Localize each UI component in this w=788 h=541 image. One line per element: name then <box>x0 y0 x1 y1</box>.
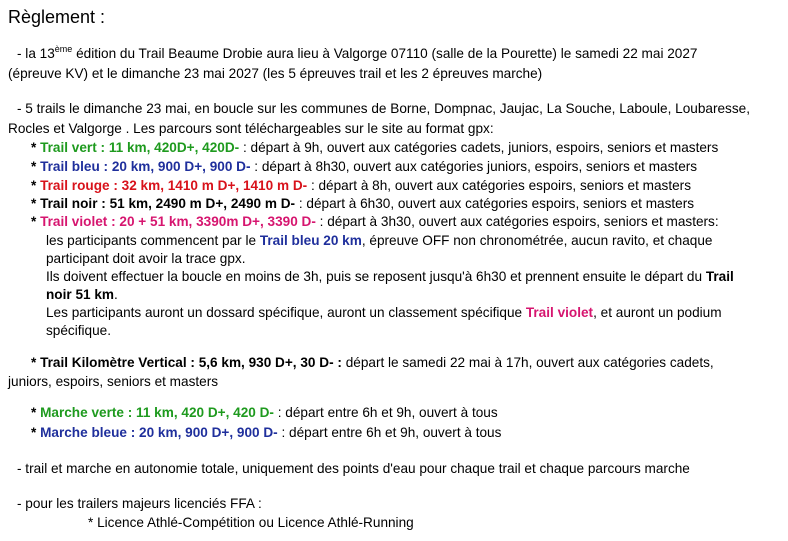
violet-text: Les participants auront un dossard spécifique, auront un classement spécifique <box>46 305 526 320</box>
trail-name-kv: * Trail Kilomètre Vertical : 5,6 km, 930 D+, 30 D- : <box>31 355 342 370</box>
violet-text: . <box>114 287 118 302</box>
trail-details-bleu: : départ à 8h30, ouvert aux catégories juniors, espoirs, seniors et masters <box>250 159 698 174</box>
violet-text: les participants commencent par le <box>46 233 260 248</box>
bullet-star: * <box>31 405 41 420</box>
trail-kv-line-2: juniors, espoirs, seniors et masters <box>8 374 219 389</box>
trail-name-violet: Trail violet : 20 + 51 km, 3390m D+, 3390 D- <box>40 214 316 229</box>
edition-superscript: ème <box>54 44 73 54</box>
edition-text-b: édition du Trail Beaume Drobie aura lieu à Valgorge 07110 (salle de la Pourette) le samedi 22 mai 2027 <box>72 46 698 61</box>
violet-detail-line-5 <box>46 305 722 321</box>
violet-detail-line-2: participant doit avoir la trace gpx. <box>46 251 246 266</box>
page-title: Règlement : <box>8 7 106 27</box>
trail-name-bleu: Trail bleu : 20 km, 900 D+, 900 D- <box>40 159 251 174</box>
violet-detail-line-6: spécifique. <box>46 323 111 338</box>
marche-item-bleue <box>31 425 501 441</box>
licence-types-line: * Licence Athlé-Compétition ou Licence Athlé-Running <box>88 515 414 530</box>
trail-item-kv <box>31 355 714 371</box>
marche-details-verte: : départ entre 6h et 9h, ouvert à tous <box>273 405 498 420</box>
trail-noir-reference: Trail <box>705 269 734 284</box>
marche-name-bleue: Marche bleue : 20 km, 900 D+, 900 D- <box>40 425 278 440</box>
trails-intro-line-2: Rocles et Valgorge . Les parcours sont téléchargeables sur le site au format gpx: <box>8 121 494 136</box>
marche-item-verte <box>31 405 498 421</box>
trail-item-rouge <box>31 178 691 194</box>
bullet-star: * <box>31 178 41 193</box>
trail-details-violet: : départ à 3h30, ouvert aux catégories espoirs, seniors et masters: <box>315 214 719 229</box>
trail-noir-reference-cont: noir 51 km <box>46 287 114 302</box>
trails-intro-line-1: - 5 trails le dimanche 23 mai, en boucle sur les communes de Borne, Dompnac, Jaujac, La Souche, Laboule, Loubaresse, <box>17 101 750 116</box>
violet-detail-line-3 <box>46 269 734 285</box>
marche-details-bleue: : départ entre 6h et 9h, ouvert à tous <box>277 425 502 440</box>
edition-line-1 <box>17 46 697 62</box>
violet-text: , et auront un podium <box>593 305 722 320</box>
trail-details-kv: départ le samedi 22 mai à 17h, ouvert aux catégories cadets, <box>341 355 714 370</box>
violet-text: Ils doivent effectuer la boucle en moins de 3h, puis se reposent jusqu'à 6h30 et prennent ensuite le départ du <box>46 269 706 284</box>
bullet-star: * <box>31 196 41 211</box>
autonomie-line: - trail et marche en autonomie totale, uniquement des points d'eau pour chaque trail et chaque parcours marche <box>17 461 690 476</box>
trail-bleu-reference: Trail bleu 20 km <box>259 233 362 248</box>
trail-item-bleu <box>31 159 697 175</box>
bullet-star: * <box>31 140 41 155</box>
bullet-star: * <box>31 159 41 174</box>
trail-item-vert <box>31 140 718 156</box>
trail-name-noir: Trail noir : 51 km, 2490 m D+, 2490 m D- <box>40 196 296 211</box>
violet-detail-line-1 <box>46 233 712 249</box>
bullet-star: * <box>31 214 41 229</box>
licence-intro-line: - pour les trailers majeurs licenciés FFA : <box>17 496 262 511</box>
edition-line-2: (épreuve KV) et le dimanche 23 mai 2027 (les 5 épreuves trail et les 2 épreuves marche) <box>8 66 543 81</box>
trail-name-vert: Trail vert : 11 km, 420D+, 420D- <box>40 140 240 155</box>
trail-name-rouge: Trail rouge : 32 km, 1410 m D+, 1410 m D- <box>40 178 308 193</box>
trail-details-noir: : départ à 6h30, ouvert aux catégories espoirs, seniors et masters <box>295 196 695 211</box>
violet-text: , épreuve OFF non chronométrée, aucun ravito, et chaque <box>361 233 713 248</box>
trail-item-noir <box>31 196 694 212</box>
trail-item-violet <box>31 214 719 230</box>
violet-detail-line-4 <box>46 287 118 303</box>
trail-details-vert: : départ à 9h, ouvert aux catégories cadets, juniors, espoirs, seniors et masters <box>239 140 719 155</box>
trail-violet-reference: Trail violet <box>525 305 594 320</box>
bullet-star: * <box>31 425 41 440</box>
marche-name-verte: Marche verte : 11 km, 420 D+, 420 D- <box>40 405 274 420</box>
edition-text-a: - la 13 <box>17 46 55 61</box>
trail-details-rouge: : départ à 8h, ouvert aux catégories espoirs, seniors et masters <box>307 178 692 193</box>
